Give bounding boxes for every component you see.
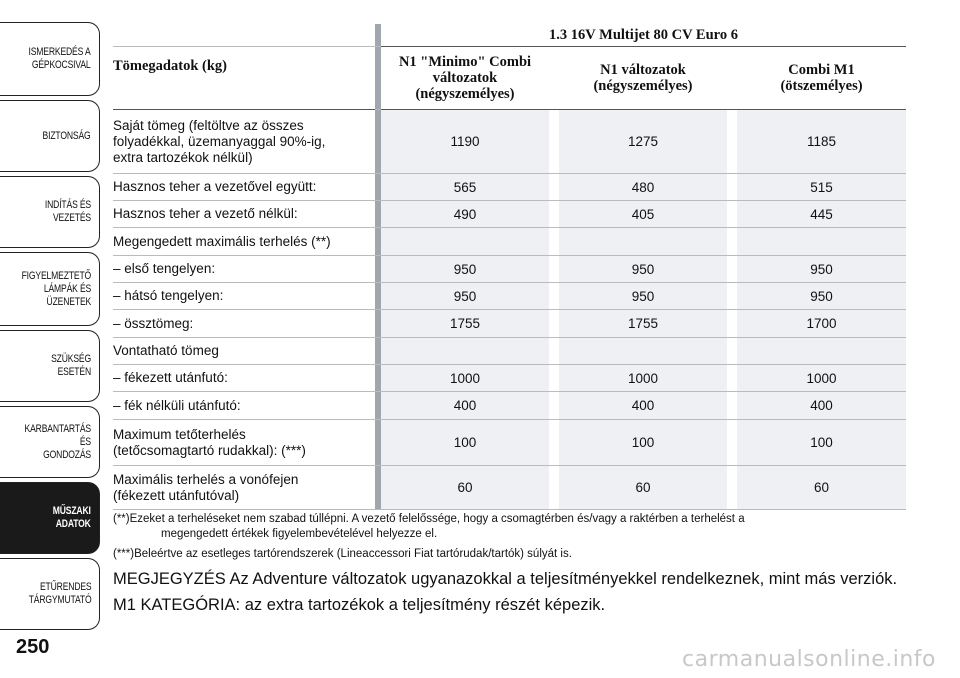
cell-value: 100 bbox=[737, 420, 906, 466]
column-gap bbox=[727, 201, 737, 228]
column-gap bbox=[549, 174, 559, 201]
side-tab-emergency[interactable]: SZÜKSÉG ESETÉN bbox=[0, 330, 100, 402]
cell-value: 1755 bbox=[559, 310, 727, 338]
column-gap bbox=[727, 174, 737, 201]
table-row bbox=[113, 420, 906, 466]
cell-value: 950 bbox=[559, 283, 727, 310]
cell-value: 60 bbox=[737, 466, 906, 510]
table-row bbox=[113, 201, 906, 228]
cell-value: 60 bbox=[381, 466, 549, 510]
table-row bbox=[113, 256, 906, 283]
footnote-double-star: (**)Ezeket a terheléseket nem szabad túllépni. A vezető felelőssége, hogy a csomagtérben és/vagy a raktérben a terhelést a bbox=[113, 513, 745, 525]
cell-value: 515 bbox=[737, 174, 906, 201]
cell-value bbox=[381, 338, 549, 365]
cell-value bbox=[737, 338, 906, 365]
table-title: Tömegadatok (kg) bbox=[113, 35, 375, 98]
side-tab-getting-to-know[interactable]: ISMERKEDÉS A GÉPKOCSIVAL bbox=[0, 22, 100, 96]
column-gap bbox=[727, 365, 737, 392]
table-row bbox=[113, 110, 906, 174]
cell-value: 1275 bbox=[559, 110, 727, 174]
table-row bbox=[113, 174, 906, 201]
cell-value bbox=[381, 228, 549, 256]
row-label: – első tengelyen: bbox=[113, 256, 375, 283]
column-gap bbox=[727, 338, 737, 365]
cell-value: 405 bbox=[559, 201, 727, 228]
table-row bbox=[113, 228, 906, 256]
cell-value: 445 bbox=[737, 201, 906, 228]
column-gap bbox=[549, 201, 559, 228]
cell-value bbox=[559, 338, 727, 365]
cell-value: 950 bbox=[737, 283, 906, 310]
column-gap bbox=[549, 365, 559, 392]
column-gap bbox=[549, 110, 559, 174]
row-label: – össztömeg: bbox=[113, 310, 375, 338]
side-tab-safety[interactable]: BIZTONSÁG bbox=[0, 100, 100, 172]
column-gap bbox=[549, 283, 559, 310]
cell-value: 950 bbox=[381, 283, 549, 310]
column-gap bbox=[727, 392, 737, 420]
footnote-triple-star: (***)Beleértve az esetleges tartórendszerek (Lineaccessori Fiat tartórudak/tartók) súlyát is. bbox=[113, 548, 572, 560]
table-row bbox=[113, 283, 906, 310]
column-gap bbox=[727, 466, 737, 510]
row-label: Vontatható tömeg bbox=[113, 338, 375, 365]
remark-adventure: MEGJEGYZÉS Az Adventure változatok ugyanazokkal a teljesítményekkel rendelkeznek, mint más verziók. bbox=[113, 570, 898, 588]
cell-value: 1000 bbox=[737, 365, 906, 392]
cell-value: 950 bbox=[559, 256, 727, 283]
column-gap bbox=[727, 283, 737, 310]
cell-value: 1190 bbox=[381, 110, 549, 174]
cell-value: 400 bbox=[381, 392, 549, 420]
column-gap bbox=[549, 47, 559, 110]
page-number: 250 bbox=[16, 636, 50, 658]
cell-value: 100 bbox=[559, 420, 727, 466]
column-gap bbox=[727, 110, 737, 174]
side-tab-maintenance[interactable]: KARBANTARTÁS ÉS GONDOZÁS bbox=[0, 406, 100, 478]
remark-m1-category: M1 KATEGÓRIA: az extra tartozékok a teljesítmény részét képezik. bbox=[113, 596, 606, 614]
cell-value: 1000 bbox=[381, 365, 549, 392]
row-label: Hasznos teher a vezető nélkül: bbox=[113, 201, 375, 228]
side-tab-warning-lights[interactable]: FIGYELMEZTETŐ LÁMPÁK ÉS ÜZENETEK bbox=[0, 252, 100, 326]
column-gap bbox=[549, 338, 559, 365]
footnotes bbox=[113, 512, 913, 562]
column-header-combi-m1: Combi M1 (ötszemélyes) bbox=[737, 47, 906, 110]
cell-value: 400 bbox=[559, 392, 727, 420]
column-gap bbox=[549, 392, 559, 420]
cell-value: 1700 bbox=[737, 310, 906, 338]
side-tab-index[interactable]: ETŰRENDES TÁRGYMUTATÓ bbox=[0, 558, 100, 630]
table-row bbox=[113, 466, 906, 510]
table-row bbox=[113, 365, 906, 392]
table-row bbox=[113, 392, 906, 420]
cell-value: 100 bbox=[381, 420, 549, 466]
cell-value: 950 bbox=[737, 256, 906, 283]
column-gap bbox=[727, 228, 737, 256]
row-label: – fék nélküli utánfutó: bbox=[113, 392, 375, 420]
cell-value: 565 bbox=[381, 174, 549, 201]
cell-value: 400 bbox=[737, 392, 906, 420]
weights-table bbox=[113, 24, 906, 510]
cell-value bbox=[737, 228, 906, 256]
column-gap bbox=[727, 47, 737, 110]
column-header-n1-minimo: N1 "Minimo" Combi változatok (négyszemélyes) bbox=[381, 47, 549, 110]
side-tab-starting-driving[interactable]: INDÍTÁS ÉS VEZETÉS bbox=[0, 176, 100, 248]
column-gap bbox=[727, 310, 737, 338]
column-gap bbox=[727, 256, 737, 283]
engine-header: 1.3 16V Multijet 80 CV Euro 6 bbox=[381, 24, 906, 47]
column-gap bbox=[727, 420, 737, 466]
watermark: carmanualsonline.info bbox=[682, 647, 936, 672]
side-tab-technical-data[interactable]: MŰSZAKI ADATOK bbox=[0, 482, 100, 554]
cell-value: 60 bbox=[559, 466, 727, 510]
row-label: Maximális terhelés a vonófejen (fékezett utánfutóval) bbox=[113, 466, 375, 510]
table-row bbox=[113, 310, 906, 338]
row-label: Hasznos teher a vezetővel együtt: bbox=[113, 174, 375, 201]
column-gap bbox=[549, 256, 559, 283]
row-label: – fékezett utánfutó: bbox=[113, 365, 375, 392]
column-gap bbox=[549, 466, 559, 510]
cell-value: 1000 bbox=[559, 365, 727, 392]
cell-value: 950 bbox=[381, 256, 549, 283]
row-label: Maximum tetőterhelés (tetőcsomagtartó rudakkal): (***) bbox=[113, 420, 375, 466]
column-header-n1: N1 változatok (négyszemélyes) bbox=[559, 47, 727, 110]
cell-value: 490 bbox=[381, 201, 549, 228]
table-row bbox=[113, 338, 906, 365]
cell-value bbox=[559, 228, 727, 256]
footnote-double-star-cont: megengedett értékek figyelembevételével helyezze el. bbox=[161, 528, 438, 540]
column-gap bbox=[549, 420, 559, 466]
cell-value: 480 bbox=[559, 174, 727, 201]
row-label: – hátsó tengelyen: bbox=[113, 283, 375, 310]
cell-value: 1185 bbox=[737, 110, 906, 174]
row-label: Saját tömeg (feltöltve az összes folyadékkal, üzemanyaggal 90%-ig, extra tartozékok nélkül) bbox=[113, 110, 375, 174]
row-label: Megengedett maximális terhelés (**) bbox=[113, 228, 375, 256]
column-gap bbox=[549, 228, 559, 256]
cell-value: 1755 bbox=[381, 310, 549, 338]
column-gap bbox=[549, 310, 559, 338]
